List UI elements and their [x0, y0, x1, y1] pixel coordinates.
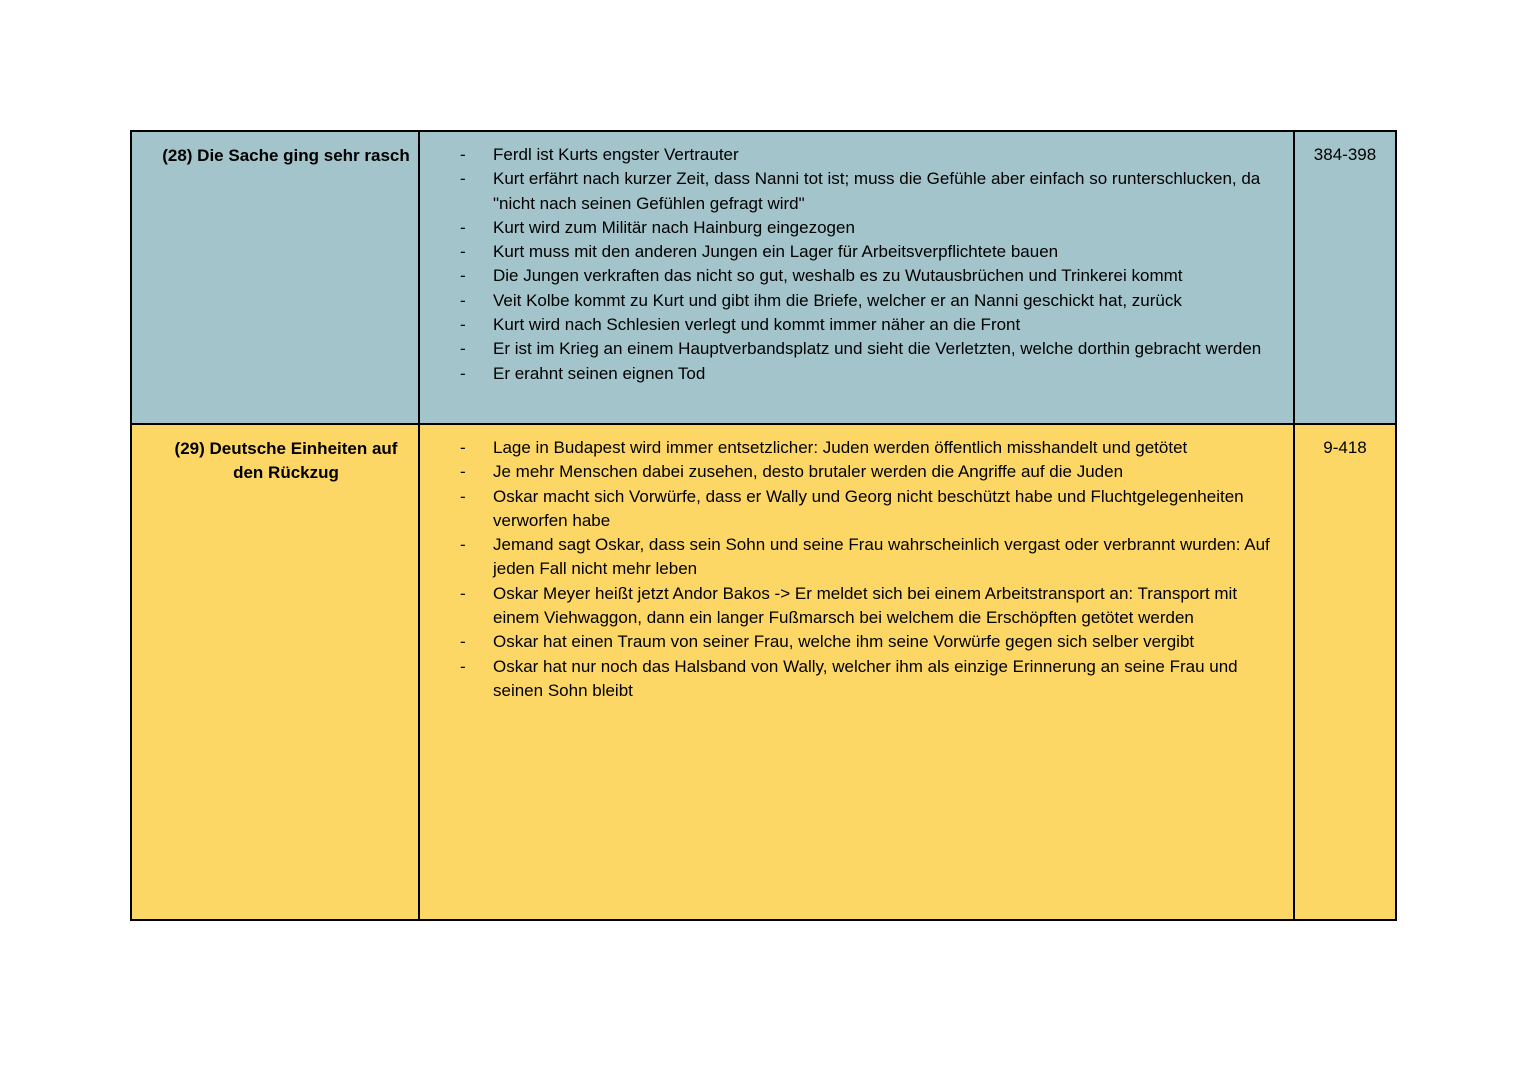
- dash-bullet-icon: -: [460, 632, 466, 652]
- chapter-title: (28) Die Sache ging sehr rasch: [162, 146, 410, 165]
- summary-item-text: Die Jungen verkraften das nicht so gut, weshalb es zu Wutausbrüchen und Trinkerei kommt: [493, 266, 1183, 286]
- summary-item: [420, 485, 1283, 534]
- page-range-cell: [1294, 131, 1396, 424]
- summary-item: [420, 216, 1283, 240]
- chapter-summary-cell: [419, 424, 1294, 920]
- dash-bullet-icon: -: [460, 535, 466, 555]
- dash-bullet-icon: -: [460, 290, 466, 310]
- summary-item-text: Je mehr Menschen dabei zusehen, desto brutaler werden die Angriffe auf die Juden: [493, 462, 1124, 482]
- summary-item: [420, 655, 1283, 704]
- dash-bullet-icon: -: [460, 656, 466, 676]
- summary-item-text: Oskar hat einen Traum von seiner Frau, welche ihm seine Vorwürfe gegen sich selber vergibt: [493, 632, 1195, 652]
- summary-item: [420, 460, 1283, 484]
- page-range: 9-418: [1323, 438, 1367, 457]
- summary-item-text: Er ist im Krieg an einem Hauptverbandsplatz und sieht die Verletzten, welche dorthin gebracht werden: [493, 339, 1262, 359]
- summary-item: [420, 289, 1283, 313]
- summary-item-text: Ferdl ist Kurts engster Vertrauter: [493, 145, 739, 164]
- chapter-title-cell: [131, 131, 419, 424]
- dash-bullet-icon: -: [460, 583, 466, 603]
- summary-item-text: Oskar Meyer heißt jetzt Andor Bakos -> Er meldet sich bei einem Arbeitstransport an: Transport mit einem Viehwaggon, dann ein langer Fußmarsch bei welchem die Erschöpften getötet werden: [493, 583, 1238, 628]
- dash-bullet-icon: -: [460, 145, 466, 164]
- summary-item-text: Kurt wird zum Militär nach Hainburg eingezogen: [493, 217, 855, 237]
- summary-item: [420, 313, 1283, 337]
- dash-bullet-icon: -: [460, 363, 466, 383]
- page-range-cell: [1294, 424, 1396, 920]
- summary-list: [420, 132, 1293, 386]
- summary-item: [420, 630, 1283, 654]
- summary-item-text: Kurt muss mit den anderen Jungen ein Lager für Arbeitsverpflichtete bauen: [493, 242, 1059, 262]
- summary-item: [420, 362, 1283, 386]
- dash-bullet-icon: -: [460, 169, 466, 189]
- chapter-row-29: [131, 424, 1396, 920]
- dash-bullet-icon: -: [460, 438, 466, 457]
- summary-item-text: Er erahnt seinen eignen Tod: [493, 363, 706, 383]
- summary-item-text: Jemand sagt Oskar, dass sein Sohn und seine Frau wahrscheinlich vergast oder verbrannt wurden: Auf jeden Fall nicht mehr leben: [493, 535, 1270, 579]
- summary-list: [420, 425, 1293, 703]
- summary-item-text: Oskar macht sich Vorwürfe, dass er Wally und Georg nicht beschützt habe und Fluchtgelegenheiten verworfen habe: [493, 486, 1244, 530]
- dash-bullet-icon: -: [460, 266, 466, 286]
- dash-bullet-icon: -: [460, 462, 466, 482]
- chapter-title-cell: [131, 424, 419, 920]
- summary-item: [420, 143, 1283, 167]
- summary-item: [420, 337, 1283, 361]
- summary-item: [420, 264, 1283, 288]
- summary-item-text: Lage in Budapest wird immer entsetzlicher: Juden werden öffentlich misshandelt und getötet: [493, 438, 1188, 457]
- summary-item-text: Veit Kolbe kommt zu Kurt und gibt ihm die Briefe, welcher er an Nanni geschickt hat, zurück: [493, 290, 1182, 310]
- chapter-summary-table: [130, 130, 1397, 921]
- summary-item: [420, 240, 1283, 264]
- summary-item-text: Oskar hat nur noch das Halsband von Wally, welcher ihm als einzige Erinnerung an seine Frau und seinen Sohn bleibt: [493, 656, 1238, 700]
- dash-bullet-icon: -: [460, 217, 466, 237]
- summary-item: [420, 167, 1283, 216]
- summary-item: [420, 582, 1283, 631]
- dash-bullet-icon: -: [460, 315, 466, 335]
- page-range: 384-398: [1313, 145, 1377, 164]
- chapter-row-28: [131, 131, 1396, 424]
- chapter-summary-cell: [419, 131, 1294, 424]
- summary-item: [420, 533, 1283, 582]
- dash-bullet-icon: -: [460, 242, 466, 262]
- summary-item: [420, 436, 1283, 460]
- summary-item-text: Kurt erfährt nach kurzer Zeit, dass Nanni tot ist; muss die Gefühle aber einfach so runterschlucken, da "nicht nach seinen Gefühlen gefragt wird": [493, 169, 1261, 213]
- summary-item-text: Kurt wird nach Schlesien verlegt und kommt immer näher an die Front: [493, 315, 1021, 335]
- dash-bullet-icon: -: [460, 339, 466, 359]
- chapter-title: (29) Deutsche Einheiten auf den Rückzug: [174, 439, 398, 483]
- dash-bullet-icon: -: [460, 486, 466, 506]
